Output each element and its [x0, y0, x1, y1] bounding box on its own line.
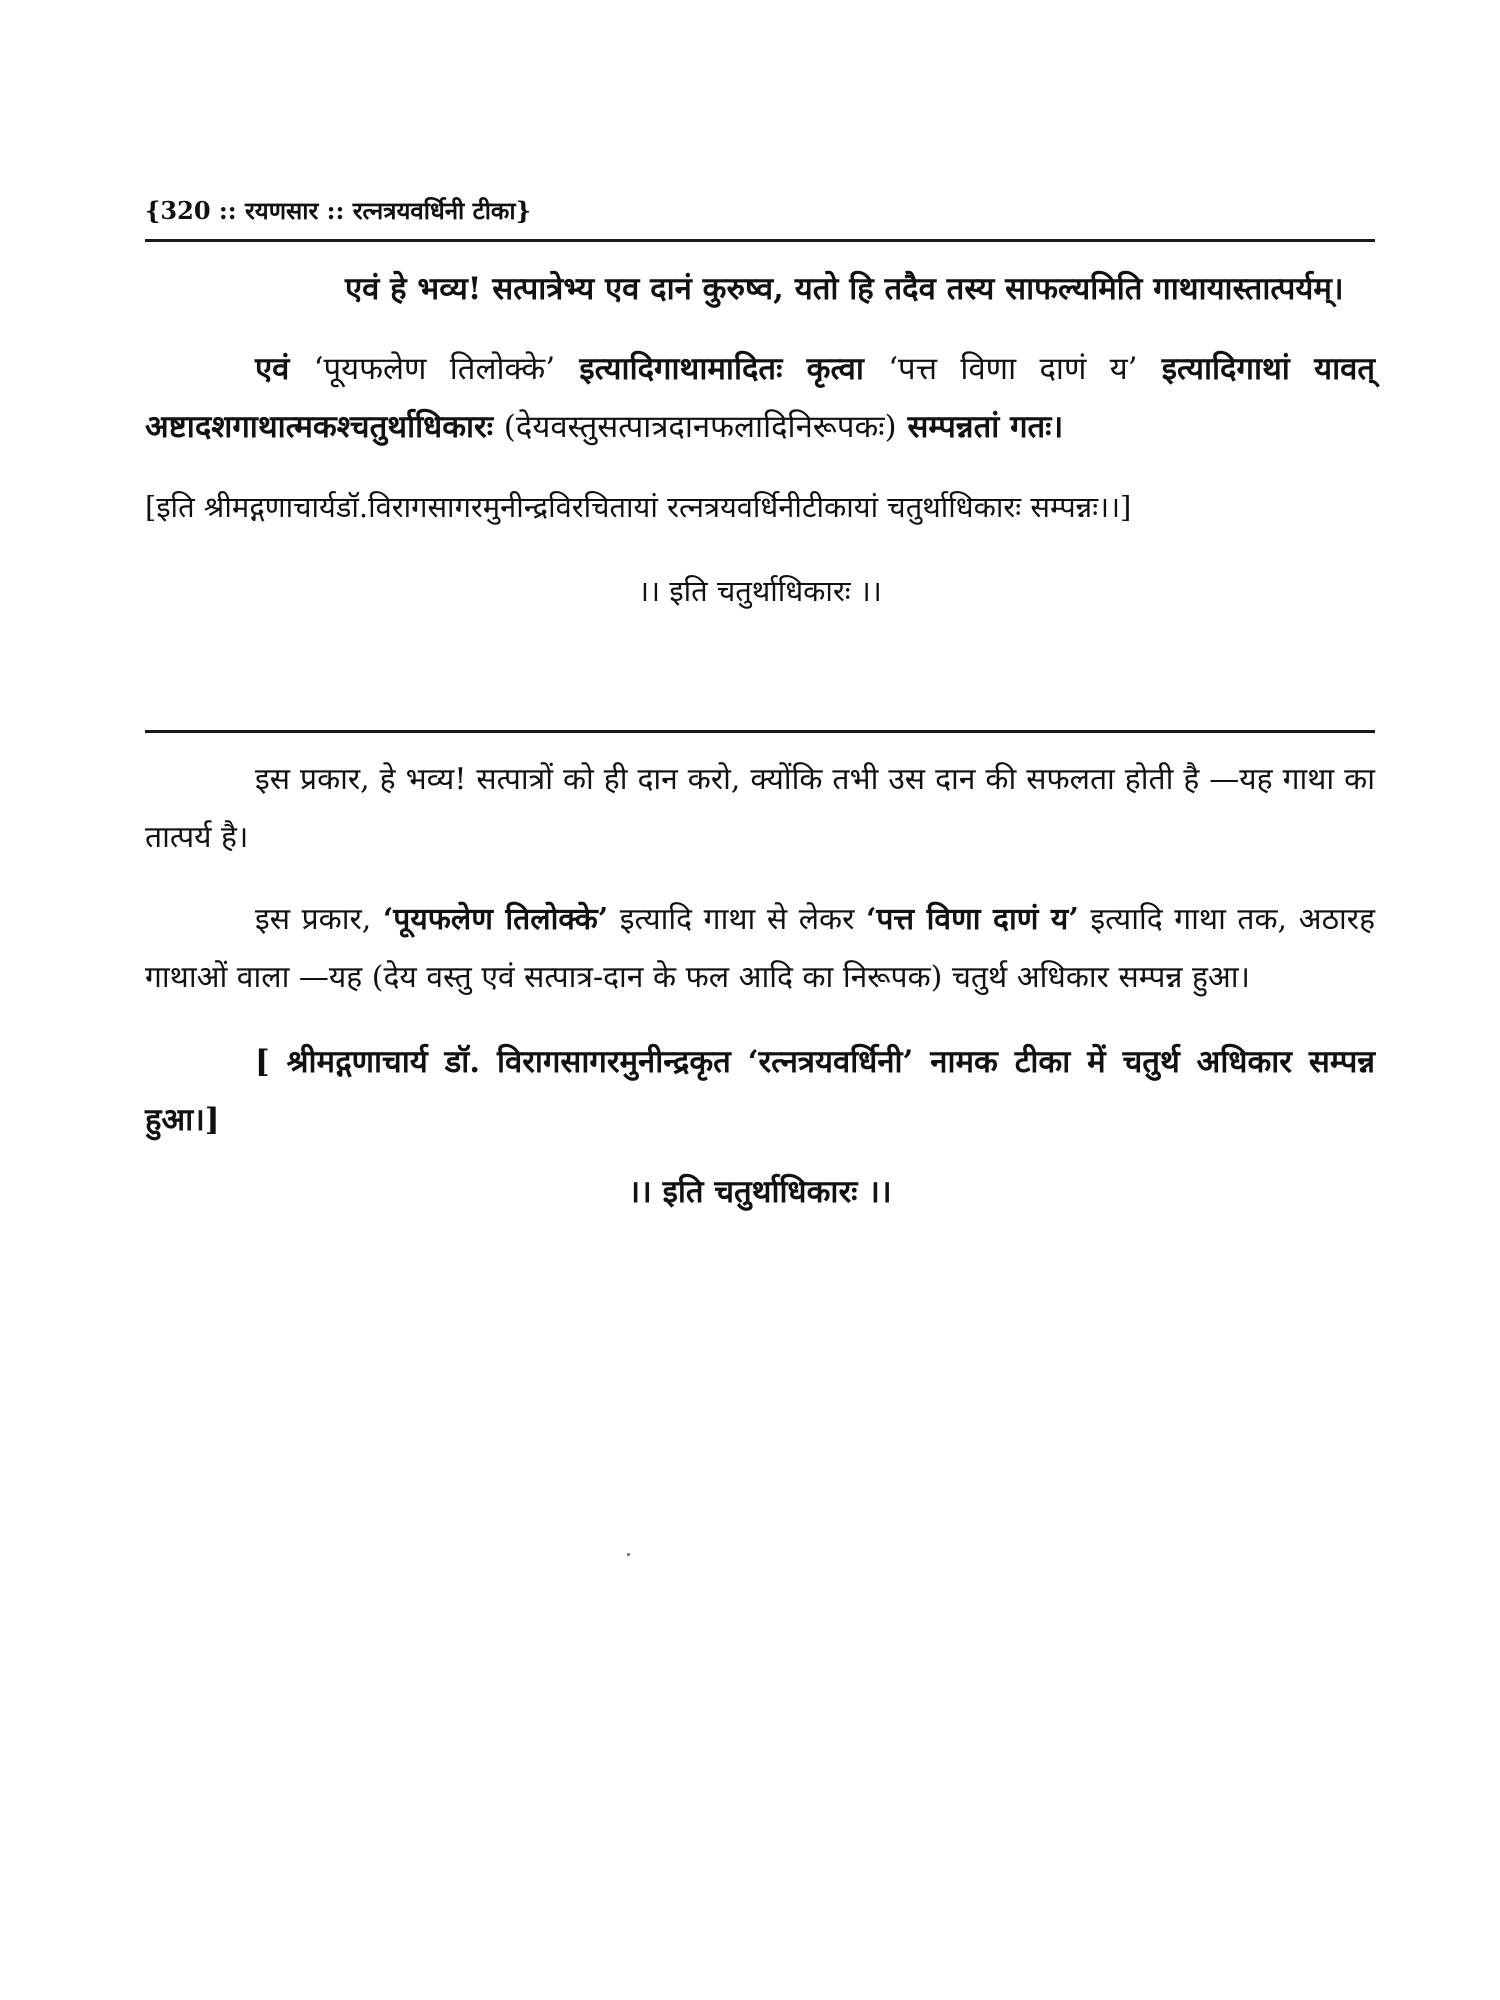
sk-p2-b: इत्यादिगाथामादितः कृत्वा	[555, 351, 889, 387]
sanskrit-paragraph-1: एवं हे भव्य! सत्पात्रेभ्य एव दानं कुरुष्व, यतो हि तदैव तस्य साफल्यमिति गाथायास्तात्पर्यम्।	[345, 271, 1344, 307]
sk-p2-d: सम्पन्नतां गतः।	[896, 409, 1064, 445]
hi-p2-c: इत्यादि गाथा तक, अठारह गाथाओं वाला —यह (देय वस्तु एवं सत्पात्र-दान के फल आदि का निरूपक) चतुर्थ अधिकार सम्पन्न हुआ।	[145, 902, 1375, 995]
sk-p2-c: इत्यादिगाथां यावत् अष्टादशगाथात्मकश्चतुर्थाधिकारः	[145, 351, 1376, 445]
sk-p2-quote-2: ‘पत्त विणा दाणं य’	[888, 351, 1138, 387]
sk-p2-quote-1: ‘पूयफलेण तिलोक्के’	[313, 351, 556, 387]
hindi-chapter-end: ।। इति चतुर्थाधिकारः ।।	[628, 1174, 892, 1210]
hi-p2-quote-2: ‘पत्त विणा दाणं य’	[865, 902, 1079, 937]
sanskrit-paragraph-2	[145, 340, 1375, 456]
book-page	[145, 195, 1375, 1221]
sk-p2-paren: (देयवस्तुसत्पात्रदानफलादिनिरूपकः)	[503, 409, 897, 445]
sk-p2-a: एवं	[255, 351, 314, 387]
hi-p2-b: इत्यादि गाथा से लेकर	[608, 902, 866, 937]
hi-p2-a: इस प्रकार,	[255, 902, 383, 937]
hi-p2-quote-1: ‘पूयफलेण तिलोक्के’	[382, 902, 609, 937]
scan-speck	[627, 1553, 630, 1556]
sanskrit-chapter-end: ।। इति चतुर्थाधिकारः ।।	[638, 574, 882, 608]
hindi-colophon: [ श्रीमद्गणाचार्य डॉ. विरागसागरमुनीन्द्रकृत ‘रत्नत्रयवर्धिनी’ नामक टीका में चतुर्थ अधिकार सम्पन्न हुआ।]	[145, 1044, 1375, 1138]
hindi-paragraph-2	[145, 891, 1375, 1007]
section-rule	[145, 730, 1375, 733]
sanskrit-colophon: [इति श्रीमद्गणाचार्यडॉ.विरागसागरमुनीन्द्रविरचितायां रत्नत्रयवर्धिनीटीकायां चतुर्थाधिकारः सम्पन्नः।।]	[145, 490, 1132, 524]
header-rule	[145, 239, 1375, 242]
hindi-paragraph-1: इस प्रकार, हे भव्य! सत्पात्रों को ही दान करो, क्योंकि तभी उस दान की सफलता होती है —यह गाथा का तात्पर्य है।	[145, 762, 1375, 855]
running-head: {320 :: रयणसार :: रत्नत्रयवर्धिनी टीका}	[145, 196, 532, 225]
